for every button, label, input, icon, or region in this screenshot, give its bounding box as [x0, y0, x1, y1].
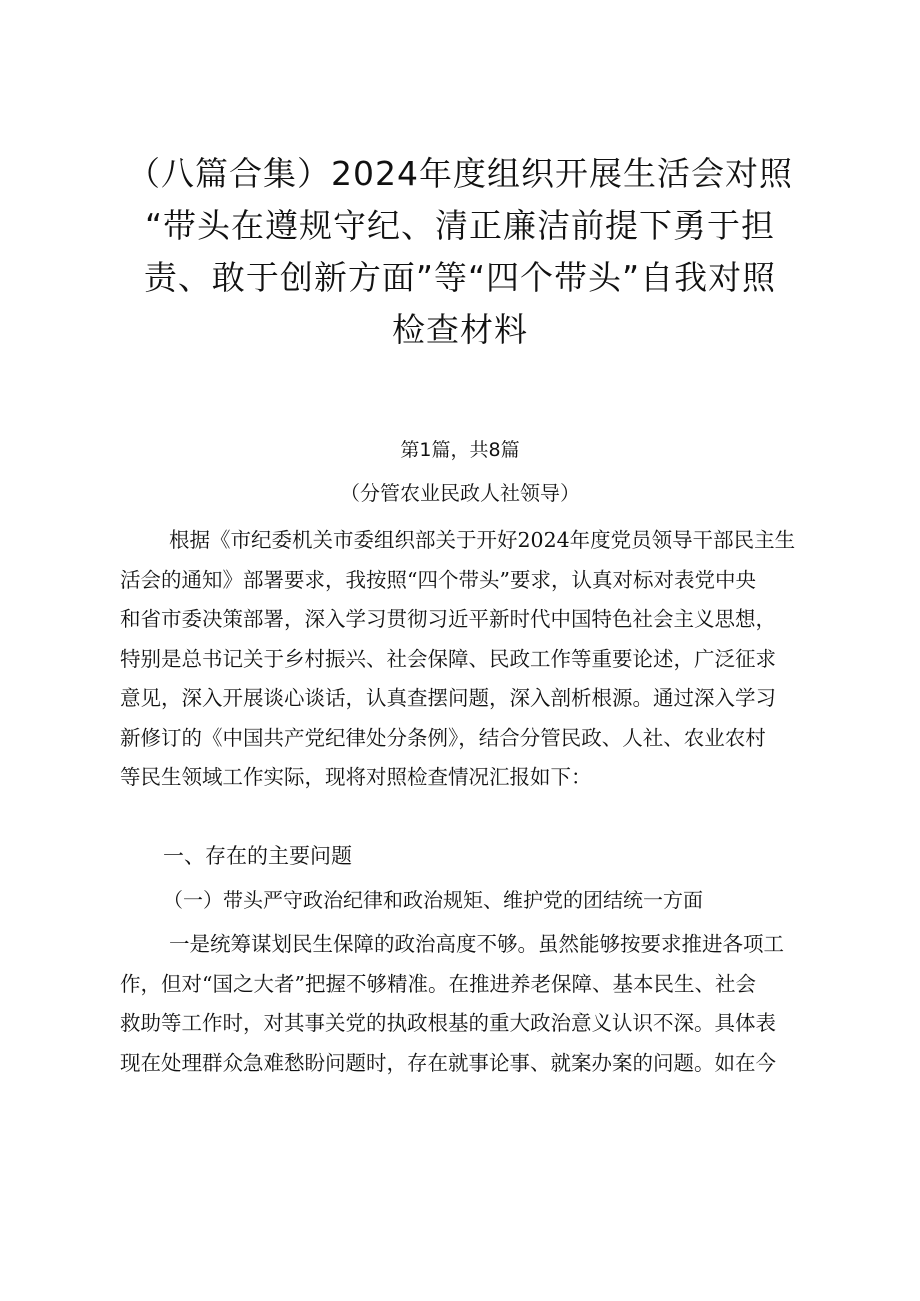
point-line-3: 救助等工作时，对其事关党的执政根基的重大政治意义认识不深。具体表	[120, 1011, 776, 1035]
intro-paragraph	[120, 521, 810, 798]
document-subtitle: （分管农业民政人社领导）	[340, 481, 580, 505]
title-line-4: 检查材料	[392, 310, 528, 349]
intro-line-4: 特别是总书记关于乡村振兴、社会保障、民政工作等重要论述，广泛征求	[120, 646, 776, 671]
point-line-4: 现在处理群众急难愁盼问题时，存在就事论事、就案办案的问题。如在今	[120, 1050, 776, 1075]
intro-line-7: 等民生领域工作实际，现将对照检查情况汇报如下：	[120, 765, 592, 789]
point-line-1: 一是统筹谋划民生保障的政治高度不够。虽然能够按要求推进各项工	[169, 932, 784, 956]
title-line-2: “带头在遵规守纪、清正廉洁前提下勇于担	[144, 206, 776, 245]
intro-line-3: 和省市委决策部署，深入学习贯彻习近平新时代中国特色社会主义思想，	[120, 607, 776, 631]
intro-line-1: 根据《市纪委机关市委组织部关于开好2024年度党员领导干部民主生	[169, 528, 796, 552]
title-line-1: （八篇合集）2024年度组织开展生活会对照	[127, 154, 793, 193]
intro-line-2: 活会的通知》部署要求，我按照“四个带头”要求，认真对标对表党中央	[120, 567, 756, 592]
intro-line-5: 意见，深入开展谈心谈话，认真查摆问题，深入剖析根源。通过深入学习	[120, 686, 776, 710]
title-line-3: 责、敢于创新方面”等“四个带头”自我对照	[143, 258, 777, 297]
subsection-heading: （一）带头严守政治纪律和政治规矩、维护党的团结统一方面	[163, 888, 703, 912]
point-line-2: 作，但对“国之大者”把握不够精准。在推进养老保障、基本民生、社会	[120, 971, 756, 996]
document-title	[100, 148, 820, 356]
part-label: 第1篇，共8篇	[400, 439, 520, 461]
section-heading: 一、存在的主要问题	[163, 844, 352, 868]
intro-line-6: 新修订的《中国共产党纪律处分条例》，结合分管民政、人社、农业农村	[120, 725, 766, 750]
point-paragraph	[120, 925, 810, 1083]
